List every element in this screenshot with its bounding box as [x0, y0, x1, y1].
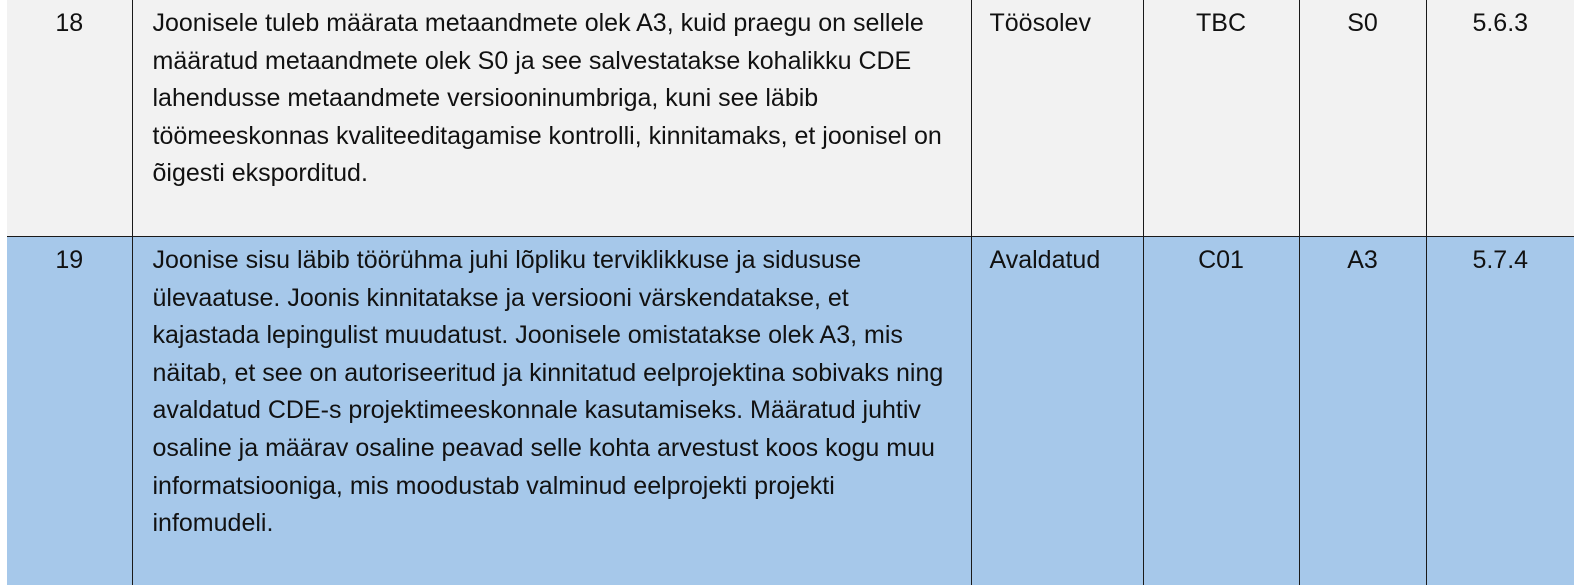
suitability-cell: A3	[1299, 237, 1426, 586]
revision-cell: TBC	[1143, 0, 1299, 237]
status-cell: Avaldatud	[971, 237, 1143, 586]
description-cell: Joonise sisu läbib töörühma juhi lõpliku terviklikkuse ja sidususe ülevaatuse. Joonis kinnitatakse ja versiooni värskendatakse, et kajastada lepingulist muudatust. Joonisele omistatakse olek A3, mis näitab, et see on autoriseeritud ja kinnitatud eelprojektina sobivaks ning avaldatud CDE-s projektimeeskonnale kasutamiseks. Määratud juhtiv osaline ja määrav osaline peavad selle kohta arvestust koos kogu muu informatsiooniga, mis moodustab valminud eelprojekti projekti infomudeli.	[132, 237, 971, 586]
status-cell: Töösolev	[971, 0, 1143, 237]
description-cell: Joonisele tuleb määrata metaandmete olek A3, kuid praegu on sellele määratud metaandmete olek S0 ja see salvestatakse kohalikku CDE lahendusse metaandmete versiooninumbriga, kuni see läbib töömeeskonnas kvaliteeditagamise kontrolli, kinnitamaks, et joonisel on õigesti eksporditud.	[132, 0, 971, 237]
table-row	[7, 0, 1574, 237]
section-reference-cell: 5.6.3	[1426, 0, 1574, 237]
section-reference-cell: 5.7.4	[1426, 237, 1574, 586]
table-row	[7, 237, 1574, 586]
information-states-table	[7, 0, 1574, 585]
suitability-cell: S0	[1299, 0, 1426, 237]
revision-cell: C01	[1143, 237, 1299, 586]
row-number-cell: 19	[7, 237, 132, 586]
row-number-cell: 18	[7, 0, 132, 237]
